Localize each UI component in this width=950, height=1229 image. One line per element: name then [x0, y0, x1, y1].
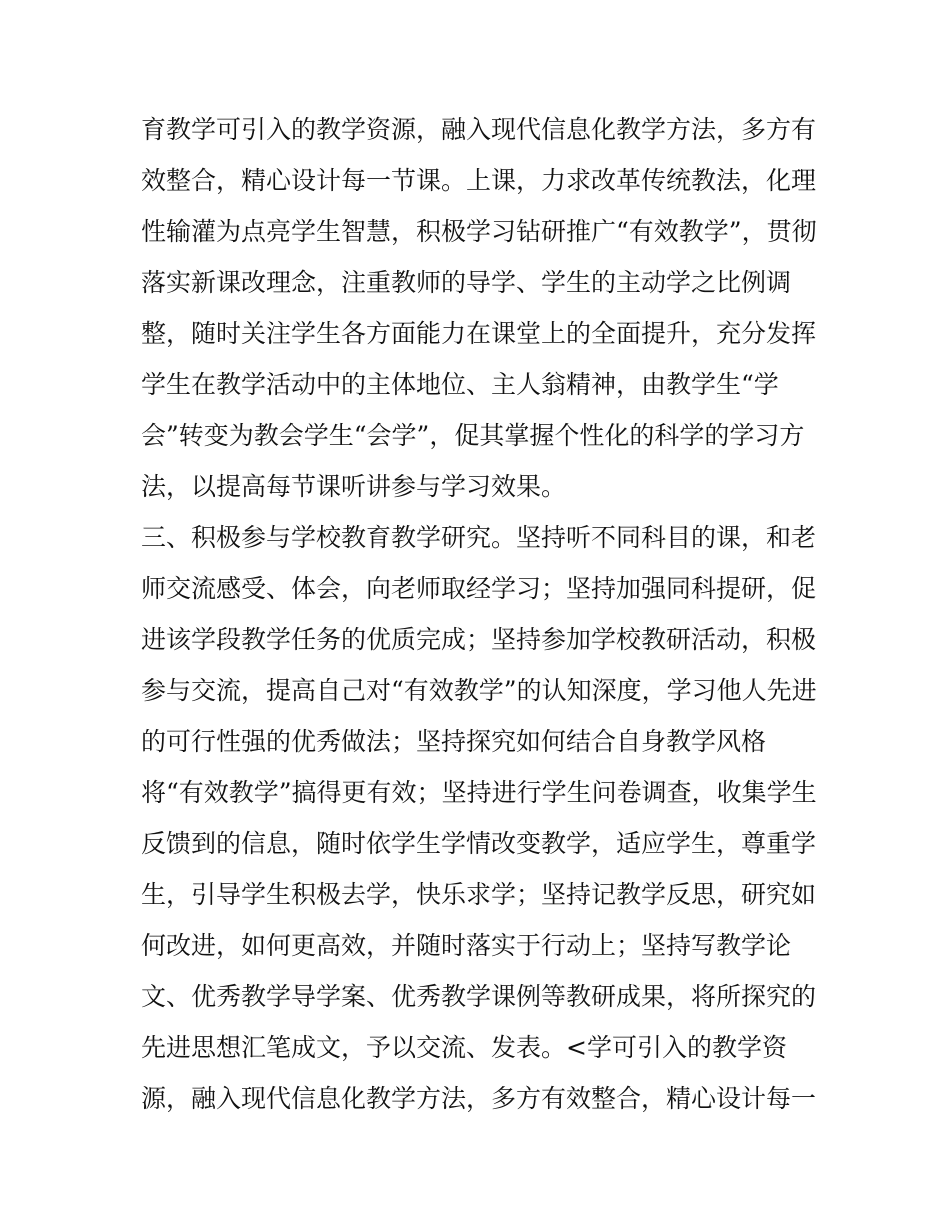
text-line: 效整合，精心设计每一节课。上课，力求改革传统教法，化理 — [141, 166, 817, 195]
section-heading-line: 三、积极参与学校教育教学研究。坚持听不同科目的课，和老 — [141, 523, 817, 552]
text-line: 性输灌为点亮学生智慧，积极学习钻研推广“有效教学”，贯彻 — [141, 217, 817, 246]
text-line: 反馈到的信息，随时依学生学情改变教学，适应学生，尊重学 — [141, 829, 817, 858]
text-line: 学生在教学活动中的主体地位、主人翁精神，由教学生“学 — [141, 370, 779, 399]
text-line: 师交流感受、体会，向老师取经学习；坚持加强同科提研，促 — [141, 574, 817, 603]
text-line: 生，引导学生积极去学，快乐求学；坚持记教学反思，研究如 — [141, 880, 817, 909]
text-line: 的可行性强的优秀做法；坚持探究如何结合自身教学风格 — [141, 727, 767, 756]
text-line: 落实新课改理念，注重教师的导学、学生的主动学之比例调 — [141, 268, 792, 297]
text-line: 育教学可引入的教学资源，融入现代信息化教学方法，多方有 — [141, 115, 817, 144]
text-line: 将“有效教学”搞得更有效；坚持进行学生问卷调查，收集学生 — [141, 778, 817, 807]
text-line: 法，以提高每节课听讲参与学习效果。 — [141, 472, 567, 501]
text-line: 进该学段教学任务的优质完成；坚持参加学校教研活动，积极 — [141, 625, 817, 654]
text-line: 源，融入现代信息化教学方法，多方有效整合，精心设计每一 — [141, 1084, 817, 1113]
text-line: 会”转变为教会学生“会学”，促其掌握个性化的科学的学习方 — [141, 421, 805, 450]
text-line: 先进思想汇笔成文，予以交流、发表。<学可引入的教学资 — [141, 1033, 787, 1062]
text-line: 文、优秀教学导学案、优秀教学课例等教研成果，将所探究的 — [141, 982, 817, 1011]
body-text — [141, 104, 821, 1124]
text-line: 参与交流，提高自己对“有效教学”的认知深度，学习他人先进 — [141, 676, 817, 705]
text-line: 整，随时关注学生各方面能力在课堂上的全面提升，充分发挥 — [141, 319, 817, 348]
text-line: 何改进，如何更高效，并随时落实于行动上；坚持写教学论 — [141, 931, 792, 960]
